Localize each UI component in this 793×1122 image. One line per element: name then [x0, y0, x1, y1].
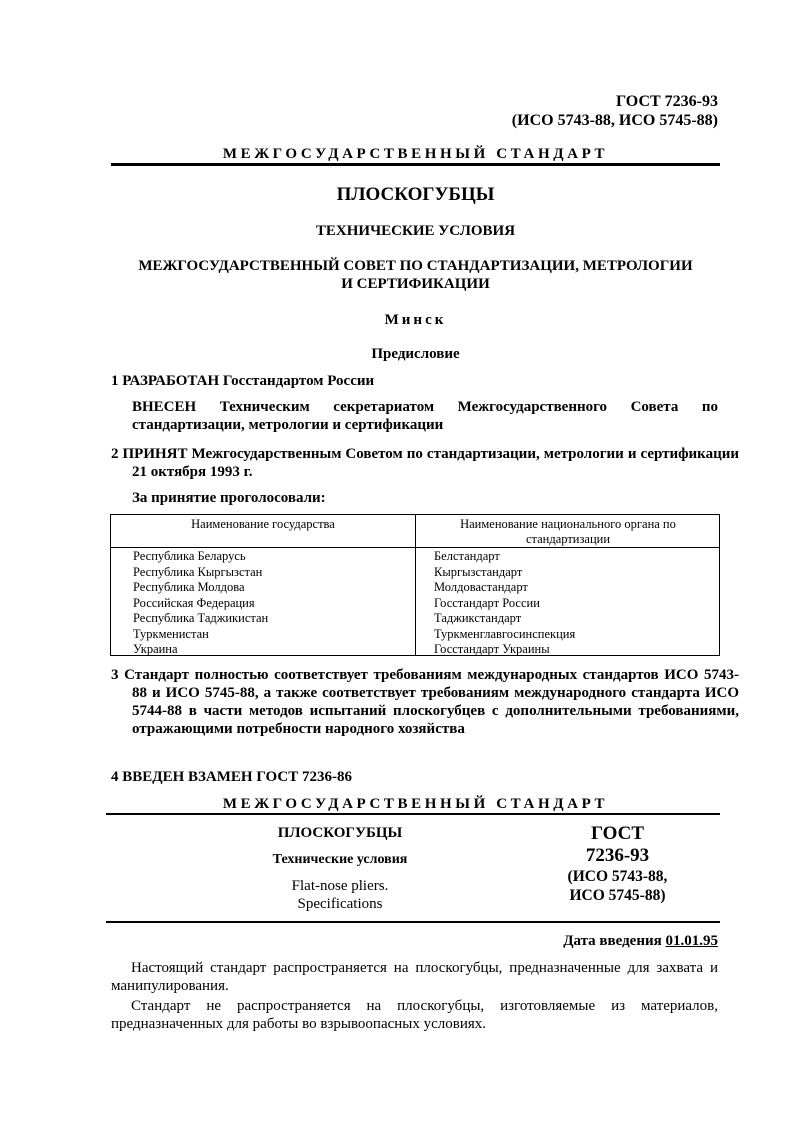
- standard-type-heading-2: МЕЖГОСУДАРСТВЕННЫЙ СТАНДАРТ: [222, 796, 609, 812]
- table-cell-state: Туркменистан: [133, 626, 209, 641]
- foreword-heading: Предисловие: [371, 346, 460, 362]
- foreword-item-3: 3 Стандарт полностью соответствует требованиям международных стандартов ИСО 5743-88 и ИСО 5745-88, а также соответствует требованиям международного стандарта ИСО 5744-88 в части методов испытаний плоскогубцев с дополнительными требованиями, отражающими потребности народного хозяйства: [111, 667, 739, 737]
- foreword-item-2: 2 ПРИНЯТ Межгосударственным Советом по стандартизации, метрологии и сертификации 21 октября 1993 г.: [111, 446, 739, 480]
- table-cell-state: Республика Кыргызстан: [133, 564, 263, 579]
- standard-block-top-rule: [106, 813, 720, 815]
- table-cell-body: Таджикстандарт: [434, 611, 522, 625]
- standard-type-heading: МЕЖГОСУДАРСТВЕННЫЙ СТАНДАРТ: [222, 146, 609, 162]
- english-title-line-1: Flat-nose pliers.: [291, 878, 389, 894]
- standard-subtitle: Технические условия: [272, 852, 408, 867]
- table-header-divider: [111, 547, 719, 548]
- voted-label: За принятие проголосовали:: [132, 490, 326, 506]
- table-cell-body: Белстандарт: [434, 549, 500, 563]
- city: Минск: [384, 312, 447, 328]
- council-line-2: И СЕРТИФИКАЦИИ: [341, 276, 490, 292]
- standard-title: ПЛОСКОГУБЦЫ: [277, 825, 403, 841]
- voting-table: [110, 514, 720, 656]
- scope-paragraph-2: Стандарт не распространяется на плоскогубцы, изготовляемые из материалов, предназначенных для работы во взрывоопасных условиях.: [111, 998, 718, 1032]
- foreword-item-4: 4 ВВЕДЕН ВЗАМЕН ГОСТ 7236-86: [111, 769, 352, 785]
- foreword-item-1: 1 РАЗРАБОТАН Госстандартом России: [111, 373, 375, 389]
- table-cell-body: Госстандарт России: [434, 595, 540, 610]
- document-title: ПЛОСКОГУБЦЫ: [336, 184, 495, 205]
- table-cell-state: Украина: [133, 642, 178, 656]
- english-title-line-2: Specifications: [297, 896, 383, 912]
- effective-date-value: 01.01.95: [665, 933, 718, 949]
- gost-label: ГОСТ: [590, 823, 645, 844]
- table-column-bodies: [434, 549, 575, 658]
- iso-line-2: ИСО 5745-88): [569, 887, 666, 904]
- table-cell-state: Республика Таджикистан: [133, 611, 269, 625]
- table-column-states: [133, 549, 268, 658]
- heading-rule: [111, 163, 720, 166]
- iso-references: (ИСО 5743-88, ИСО 5745-88): [511, 112, 718, 129]
- table-cell-state: Республика Беларусь: [133, 549, 246, 563]
- gost-number: 7236-93: [585, 845, 650, 866]
- foreword-item-1-submitted: ВНЕСЕН Техническим секретариатом Межгосударственного Совета по стандартизации, метрологии и сертификации: [132, 399, 718, 433]
- standard-block-bottom-rule: [106, 921, 720, 923]
- table-cell-state: Российская Федерация: [133, 595, 255, 610]
- effective-date-label: Дата введения: [563, 933, 662, 949]
- table-cell-body: Госстандарт Украины: [434, 642, 550, 656]
- table-cell-state: Республика Молдова: [133, 580, 245, 594]
- table-cell-body: Туркменглавгосинспекция: [434, 626, 576, 641]
- table-header-body: Наименование национального органа по стандартизации: [460, 517, 676, 546]
- table-cell-body: Кыргызстандарт: [434, 564, 523, 579]
- table-cell-body: Молдовастандарт: [434, 580, 528, 594]
- gost-code: ГОСТ 7236-93: [616, 93, 718, 110]
- council-line-1: МЕЖГОСУДАРСТВЕННЫЙ СОВЕТ ПО СТАНДАРТИЗАЦИИ, МЕТРОЛОГИИ: [138, 258, 693, 274]
- effective-date: [563, 932, 718, 950]
- table-header-state: Наименование государства: [191, 517, 335, 531]
- scope-paragraph-1: Настоящий стандарт распространяется на плоскогубцы, предназначенные для захвата и манипулирования.: [111, 960, 718, 994]
- iso-line-1: (ИСО 5743-88,: [567, 868, 668, 885]
- document-subtitle: ТЕХНИЧЕСКИЕ УСЛОВИЯ: [315, 223, 516, 239]
